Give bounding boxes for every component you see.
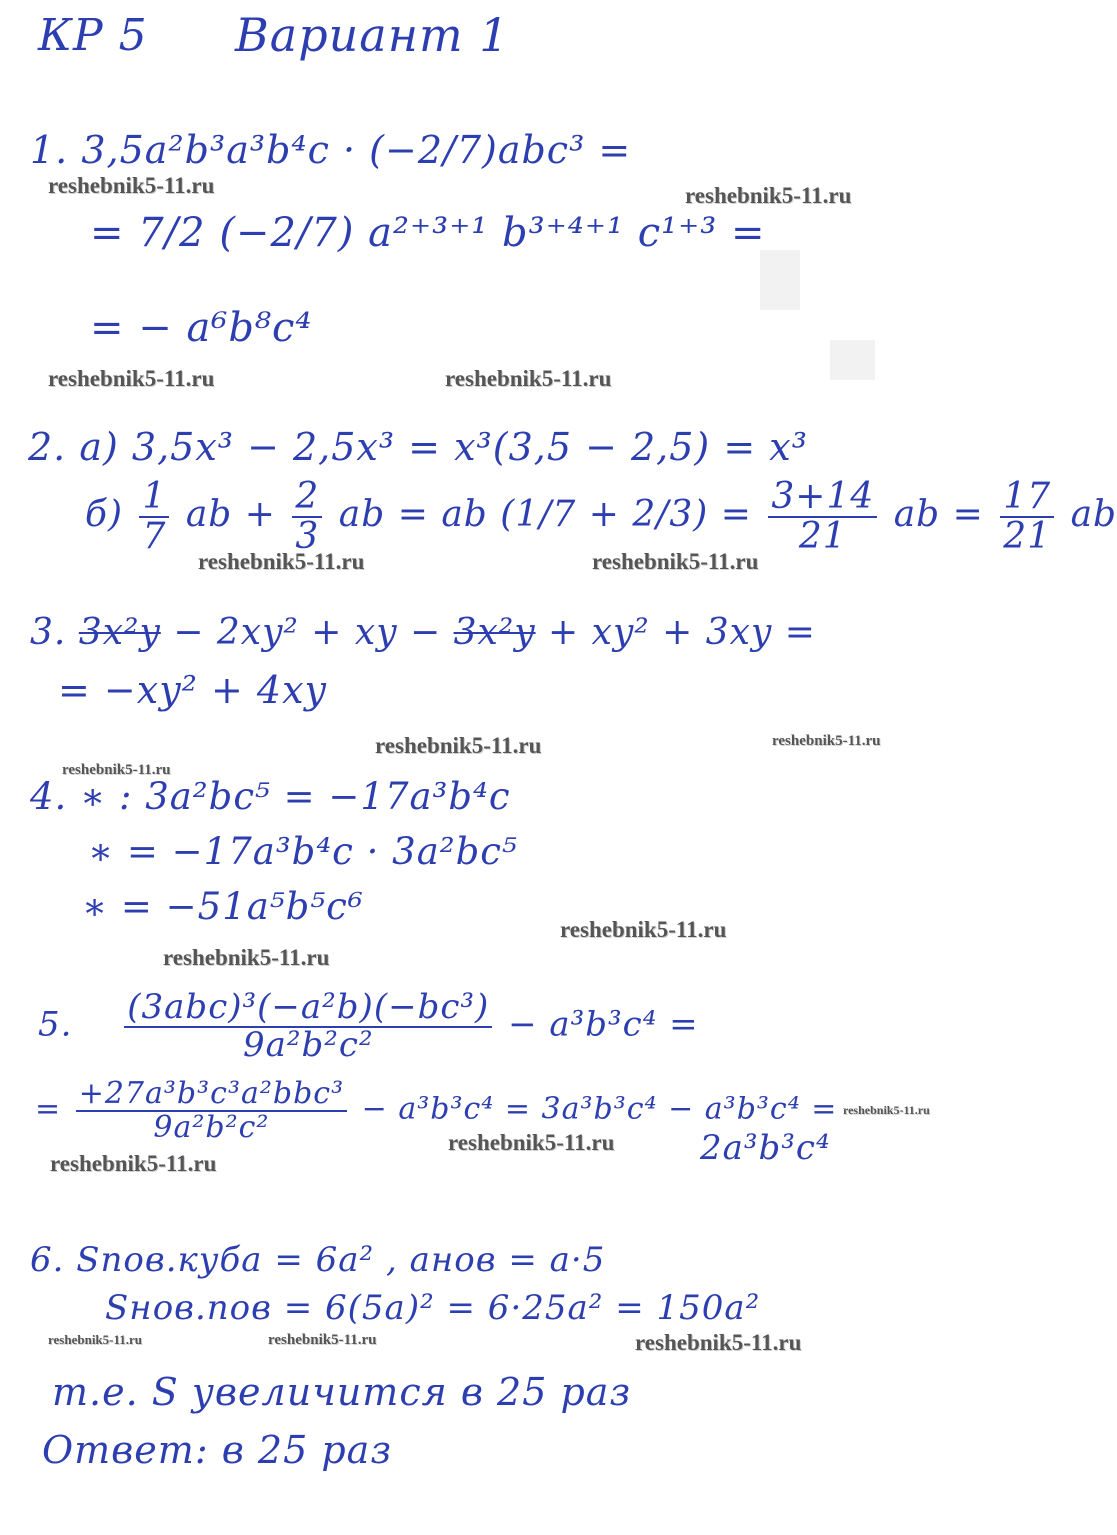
task3-line2: = −xy² + 4xy — [58, 668, 327, 712]
task2-b-end: ab — [1070, 493, 1117, 535]
task2-b-mid1: ab + — [185, 493, 276, 535]
paper-shadow — [830, 340, 875, 380]
task3-middle: − 2xy² + xy − — [173, 612, 442, 653]
watermark: reshebnik5-11.ru — [163, 945, 330, 970]
task3-struck-term-1: 3x²y — [78, 612, 161, 653]
fraction-2-3: $\frac{2}{3}$ — [292, 478, 322, 556]
watermark: reshebnik5-11.ru — [445, 366, 612, 391]
task6-line3: т.е. S увеличится в 25 раз — [52, 1370, 632, 1414]
task5-number: 5. — [38, 1004, 73, 1045]
watermark: reshebnik5-11.ru — [198, 549, 365, 574]
watermark: reshebnik5-11.ru — [48, 173, 215, 198]
paper-shadow — [760, 250, 800, 310]
task2-b-mid2: ab = ab (1/7 + 2/3) = — [338, 493, 752, 535]
watermark: reshebnik5-11.ru — [635, 1330, 802, 1355]
watermark: reshebnik5-11.ru — [772, 733, 881, 749]
watermark: reshebnik5-11.ru — [448, 1130, 615, 1155]
task4-line3: ∗ = −51a⁵b⁵c⁶ — [82, 885, 364, 928]
task5-fraction-2: $\frac{\text{+27a³b³c³a²bbc³}}{\text{9a²b²c²}}$ — [76, 1078, 347, 1143]
task5-after2: − a³b³c⁴ = 3a³b³c⁴ − a³b³c⁴ = — [361, 1091, 838, 1127]
task5-result: 2a³b³c⁴ — [700, 1128, 831, 1168]
watermark: reshebnik5-11.ru — [843, 1103, 930, 1117]
task3-end: + xy² + 3xy = — [548, 612, 816, 653]
task2-a: 2. a) 3,5x³ − 2,5x³ = x³(3,5 − 2,5) = x³ — [28, 425, 808, 469]
watermark: reshebnik5-11.ru — [62, 762, 171, 778]
task3-number: 3. — [30, 612, 67, 653]
task3-struck-term-2: 3x²y — [453, 612, 536, 653]
task5-line1 — [38, 987, 699, 1065]
task2-b-prefix: б) — [85, 493, 124, 535]
task2-b-mid3: ab = — [893, 493, 984, 535]
task4-line1: 4. ∗ : 3a²bc⁵ = −17a³b⁴c — [30, 775, 511, 818]
task2-b — [85, 478, 1117, 556]
watermark: reshebnik5-11.ru — [48, 366, 215, 391]
task6-line1: 6. Sпов.куба = 6a² , aнов = a·5 — [30, 1240, 606, 1280]
task5-equals: = — [35, 1091, 62, 1127]
task1-line2-rest: a²⁺³⁺¹ b³⁺⁴⁺¹ c¹⁺³ = — [368, 210, 766, 256]
task5-after1: − a³b³c⁴ = — [508, 1004, 699, 1045]
task3-line1 — [30, 612, 816, 653]
task5-fraction-1: $\frac{\text{(3abc)³(−a²b)(−bc³)}}{\text{9a²b²c²}}$ — [124, 990, 492, 1063]
fraction-17-21: $\frac{17}{21}$ — [1000, 478, 1054, 556]
task6-answer: Ответ: в 25 раз — [42, 1428, 393, 1472]
task1-line2-prefix: = — [90, 210, 125, 256]
task1-line3: = − a⁶b⁸c⁴ — [90, 305, 313, 351]
task4-line2: ∗ = −17a³b⁴c · 3a²bc⁵ — [88, 830, 518, 873]
watermark: reshebnik5-11.ru — [48, 1332, 143, 1347]
watermark: reshebnik5-11.ru — [50, 1151, 217, 1176]
fraction-1-7: $\frac{1}{7}$ — [139, 478, 169, 556]
watermark: reshebnik5-11.ru — [685, 183, 852, 208]
watermark: reshebnik5-11.ru — [375, 733, 542, 758]
header-label: КР 5 — [38, 10, 148, 61]
task1-line1: 1. 3,5a²b³a³b⁴c · (−2/7)abc³ = — [30, 128, 632, 172]
task1-line2-coef: 7/2 (−2/7) — [138, 210, 355, 256]
header-variant: Вариант 1 — [235, 8, 510, 62]
task6-line2: Sнов.пов = 6(5a)² = 6·25a² = 150a² — [105, 1288, 761, 1328]
task1-line2 — [90, 210, 766, 256]
watermark: reshebnik5-11.ru — [560, 917, 727, 942]
watermark: reshebnik5-11.ru — [268, 1332, 377, 1348]
watermark: reshebnik5-11.ru — [592, 549, 759, 574]
fraction-sum: $\frac{3+14}{21}$ — [768, 478, 877, 556]
